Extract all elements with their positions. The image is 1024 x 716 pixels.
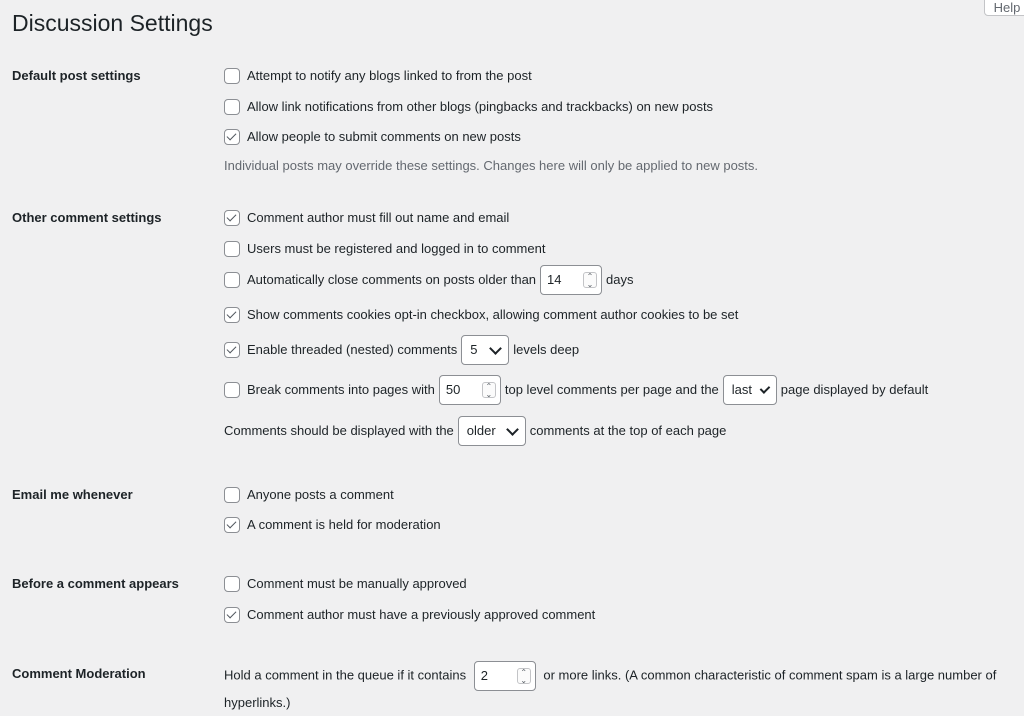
threaded-text: Enable threaded (nested) comments [247, 342, 458, 357]
paging-suffix: page displayed by default [780, 382, 929, 397]
registered-option[interactable] [224, 240, 545, 258]
cookies-checkbox[interactable] [224, 307, 240, 323]
before-comment-appears-label: Before a comment appears [12, 576, 179, 591]
held-for-moderation-option[interactable] [224, 516, 441, 534]
anyone-posts-checkbox[interactable] [224, 487, 240, 503]
previously-approved-checkbox[interactable] [224, 607, 240, 623]
thread-depth-value: 5 [470, 342, 478, 357]
cookies-option[interactable] [224, 306, 738, 324]
pingbacks-text: Allow link notifications from other blogs (pingbacks and trackbacks) on new posts [247, 99, 714, 114]
comment-order-suffix: comments at the top of each page [529, 423, 727, 438]
default-post-settings-label: Default post settings [12, 68, 141, 83]
auto-close-option[interactable] [224, 265, 634, 295]
spinner-icon[interactable]: ⌃ ⌄ [583, 272, 597, 288]
previously-approved-text: Comment author must have a previously approved comment [247, 607, 596, 622]
thread-depth-select[interactable] [461, 335, 509, 365]
auto-close-days-value: 14 [547, 272, 562, 287]
comment-order-value: older [466, 423, 496, 438]
cookies-text: Show comments cookies opt-in checkbox, allowing comment author cookies to be set [247, 307, 739, 322]
auto-close-days-input[interactable] [540, 265, 602, 295]
held-for-moderation-text: A comment is held for moderation [247, 517, 441, 532]
comment-moderation-row [224, 661, 1024, 715]
moderation-links-value: 2 [480, 668, 488, 683]
manually-approved-option[interactable] [224, 575, 467, 593]
manually-approved-text: Comment must be manually approved [247, 576, 467, 591]
author-name-email-text: Comment author must fill out name and email [247, 210, 510, 225]
paging-option[interactable] [224, 375, 928, 405]
default-post-description: Individual posts may override these settings. Changes here will only be applied to new posts. [224, 158, 759, 173]
anyone-posts-option[interactable] [224, 486, 394, 504]
registered-text: Users must be registered and logged in to comment [247, 241, 546, 256]
paging-text: Break comments into pages with [247, 382, 435, 397]
chevron-down-icon [489, 342, 502, 355]
held-for-moderation-checkbox[interactable] [224, 517, 240, 533]
comment-moderation-label: Comment Moderation [12, 666, 146, 681]
pingbacks-option[interactable] [224, 98, 713, 116]
allow-comments-option[interactable] [224, 128, 521, 146]
help-tab[interactable]: Help [984, 0, 1024, 16]
spinner-icon[interactable]: ⌃ ⌄ [482, 382, 496, 398]
pingbacks-checkbox[interactable] [224, 99, 240, 115]
comment-order-text: Comments should be displayed with the [224, 423, 454, 438]
auto-close-checkbox[interactable] [224, 272, 240, 288]
default-page-select[interactable] [723, 375, 777, 405]
manually-approved-checkbox[interactable] [224, 576, 240, 592]
comment-order-row [224, 416, 726, 446]
notify-linked-blogs-checkbox[interactable] [224, 68, 240, 84]
threaded-checkbox[interactable] [224, 342, 240, 358]
allow-comments-text: Allow people to submit comments on new posts [247, 129, 521, 144]
default-page-value: last [731, 382, 753, 397]
threaded-option[interactable] [224, 335, 579, 365]
moderation-before-text: Hold a comment in the queue if it contains [224, 667, 467, 683]
comment-order-select[interactable] [458, 416, 526, 446]
paging-checkbox[interactable] [224, 382, 240, 398]
other-comment-settings-label: Other comment settings [12, 210, 162, 225]
chevron-down-icon [760, 383, 770, 393]
page-title: Discussion Settings [12, 10, 213, 36]
spinner-icon[interactable]: ⌃ ⌄ [517, 668, 531, 684]
author-name-email-checkbox[interactable] [224, 210, 240, 226]
email-me-whenever-label: Email me whenever [12, 487, 133, 502]
author-name-email-option[interactable] [224, 209, 509, 227]
threaded-suffix: levels deep [513, 342, 580, 357]
auto-close-unit: days [606, 272, 634, 287]
notify-linked-blogs-text: Attempt to notify any blogs linked to from the post [247, 68, 532, 83]
allow-comments-checkbox[interactable] [224, 129, 240, 145]
notify-linked-blogs-option[interactable] [224, 67, 532, 85]
comments-per-page-value: 50 [445, 382, 461, 397]
chevron-down-icon [506, 423, 519, 436]
paging-middle-text: top level comments per page and the [504, 382, 719, 397]
comments-per-page-input[interactable] [439, 375, 501, 405]
anyone-posts-text: Anyone posts a comment [247, 487, 394, 502]
moderation-links-input[interactable] [474, 661, 536, 691]
auto-close-text: Automatically close comments on posts older than [247, 272, 537, 287]
registered-checkbox[interactable] [224, 241, 240, 257]
moderation-after-text: or more links. (A common characteristic of comment spam is a large number of hyperlinks.) [224, 667, 997, 710]
previously-approved-option[interactable] [224, 606, 595, 624]
